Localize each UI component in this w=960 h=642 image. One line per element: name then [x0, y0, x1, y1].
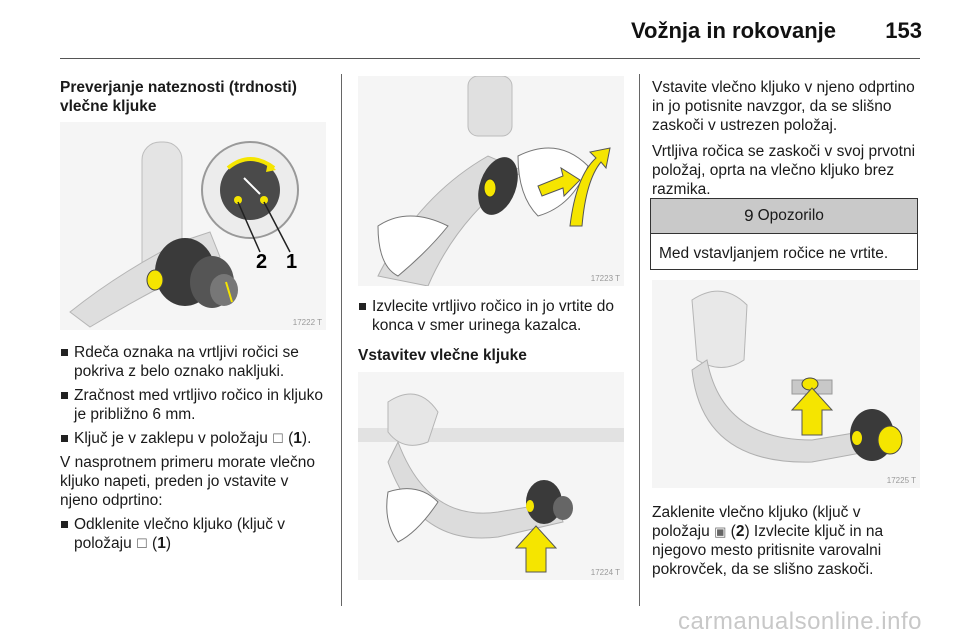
figure-label: 2	[256, 251, 268, 273]
watermark: carmanualsonline.info	[678, 608, 922, 635]
list-item-text: Ključ je v zaklepu v položaju	[74, 430, 268, 447]
right-bottom-text	[652, 503, 922, 579]
list-item-text: Odklenite vlečno kljuko (ključ v položaju	[74, 516, 286, 552]
list-item: Zračnost med vrtljivo ročico in kljuko je približno 6 mm.	[60, 386, 328, 424]
position-ref: 1	[157, 535, 166, 552]
chapter-title: Vožnja in rokovanje	[631, 18, 836, 43]
paragraph: Zaklenite vlečno kljuko (ključ v položaju ▣ (2) Izvlecite ključ in na njegovo mesto pritisnite varovalni pokrovček, da se slišno zaskoči.	[652, 504, 884, 578]
column-divider	[341, 74, 342, 606]
warning-icon: 9	[744, 206, 754, 225]
section-heading: Vstavitev vlečne kljuke	[358, 347, 527, 364]
header-rule	[60, 58, 920, 59]
figure-tension-check	[60, 122, 326, 330]
figure-code: 17222 T	[292, 318, 322, 327]
section-heading: Preverjanje nateznosti (trdnosti) vlečne kljuke	[60, 79, 297, 115]
paragraph-text: ) Izvlecite ključ in na njegovo mesto pritisnite varovalni pokrovček, da se slišno zaskoči.	[652, 523, 884, 578]
list-item: Rdeča oznaka na vrtljivi ročici se pokriva z belo oznako nakljuki.	[60, 343, 328, 381]
paragraph: Vrtljiva ročica se zaskoči v svoj prvotni položaj, oprta na vlečno kljuko brez razmika.	[652, 143, 916, 198]
figure-code: 17225 T	[886, 476, 916, 485]
lock-open-icon: ☐	[272, 431, 284, 446]
paragraph: Vstavite vlečno kljuko v njeno odprtino in jo potisnite navzgor, da se slišno zaskoči v ustrezen položaj.	[652, 79, 915, 134]
right-text-block	[652, 78, 922, 199]
lock-closed-icon: ▣	[714, 524, 727, 539]
paragraph-text: Zaklenite vlečno kljuko (ključ v položaju	[652, 504, 861, 540]
figure-insert-hitch	[358, 372, 624, 580]
lock-open-icon: ☐	[136, 536, 148, 551]
page-number: 153	[885, 18, 922, 43]
paragraph: V nasprotnem primeru morate vlečno kljuko napeti, preden jo vstavite v njeno odprtino:	[60, 454, 316, 509]
position-ref: 1	[293, 430, 302, 447]
warning-header	[651, 199, 917, 234]
column-divider	[639, 74, 640, 606]
warning-title: Opozorilo	[757, 207, 824, 224]
left-heading-block	[60, 78, 330, 116]
warning-text: Med vstavljanjem ročice ne vrtite.	[659, 245, 889, 262]
figure-label: 1	[286, 251, 298, 273]
list-item: Izvlecite vrtljivo ročico in jo vrtite do konca v smer urinega kazalca.	[358, 297, 626, 335]
figure-code: 17224 T	[590, 568, 620, 577]
left-text-block	[60, 343, 328, 553]
list-item: Ključ je v zaklepu v položaju ☐ (1).	[60, 429, 328, 448]
figure-turn-knob	[358, 76, 624, 286]
position-ref: 2	[735, 523, 745, 540]
middle-text-block	[358, 297, 626, 365]
figure-hitch-locked	[652, 280, 920, 488]
warning-box	[650, 198, 918, 270]
list-item: Odklenite vlečno kljuko (ključ v položaju ☐ (1)	[60, 515, 328, 553]
figure-code: 17223 T	[590, 274, 620, 283]
